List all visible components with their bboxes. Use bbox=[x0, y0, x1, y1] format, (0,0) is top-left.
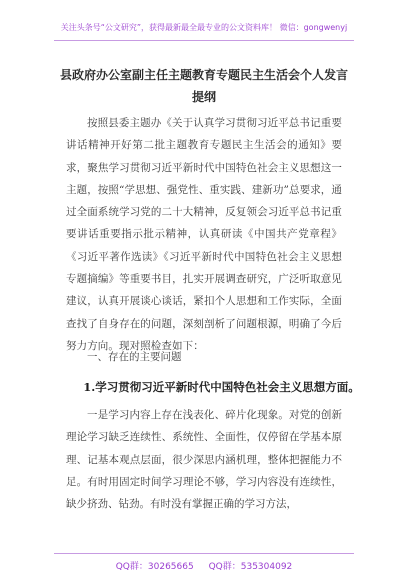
body-paragraph: 一是学习内容上存在浅表化、碎片化现象。对党的创新理论学习缺乏连续性、系统性、全面性，仅停留在学基本原理、记基本观点层面，很少深思内涵机理，整体把握能力不足。有时用固定时间学习理论不够，学习内容没有连续性，缺少挤劲、钻劲。有时没有掌握正确的学习方法， bbox=[66, 409, 342, 511]
footer-divider bbox=[54, 553, 354, 554]
footer-qq-group-2: QQ群：535304092 bbox=[208, 562, 293, 572]
section-heading: 一、存在的主要问题 bbox=[87, 351, 182, 363]
footer bbox=[0, 559, 408, 572]
document-title: 县政府办公室副主任主题教育专题民主生活会个人发言提纲 bbox=[60, 68, 349, 104]
sub-heading: 1.学习贯彻习近平新时代中国特色社会主义思想方面。 bbox=[83, 380, 360, 394]
header-divider bbox=[54, 40, 354, 41]
header-banner: 关注头条号“公文研究”，获得最新最全最专业的公文资料库！ 微信：gongwenyj bbox=[60, 23, 348, 32]
intro-paragraph: 按照县委主题办《关于认真学习贯彻习近平总书记重要讲话精神开好第二批主题教育专题民主生活会的通知》要求，聚焦学习贯彻习近平新时代中国特色社会主义思想这一主题，按照“学思想、强党性、重实践、建新功”总要求，通过全面系统学习党的二十大精神，反复领会习近平总书记重要讲话重要指示批示精神，认真研读《中国共产党章程》《习近平著作选读》《习近平新时代中国特色社会主义思想专题摘编》等重要书目，扎实开展调查研究，广泛听取意见建议，认真开展谈心谈话，紧扣个人思想和工作实际，全面查找了自身存在的问题，深刻剖析了问题根源，明确了今后努力方向。现对照检查如下： bbox=[66, 117, 342, 352]
footer-qq-group-1: QQ群：30265665 bbox=[115, 562, 194, 572]
